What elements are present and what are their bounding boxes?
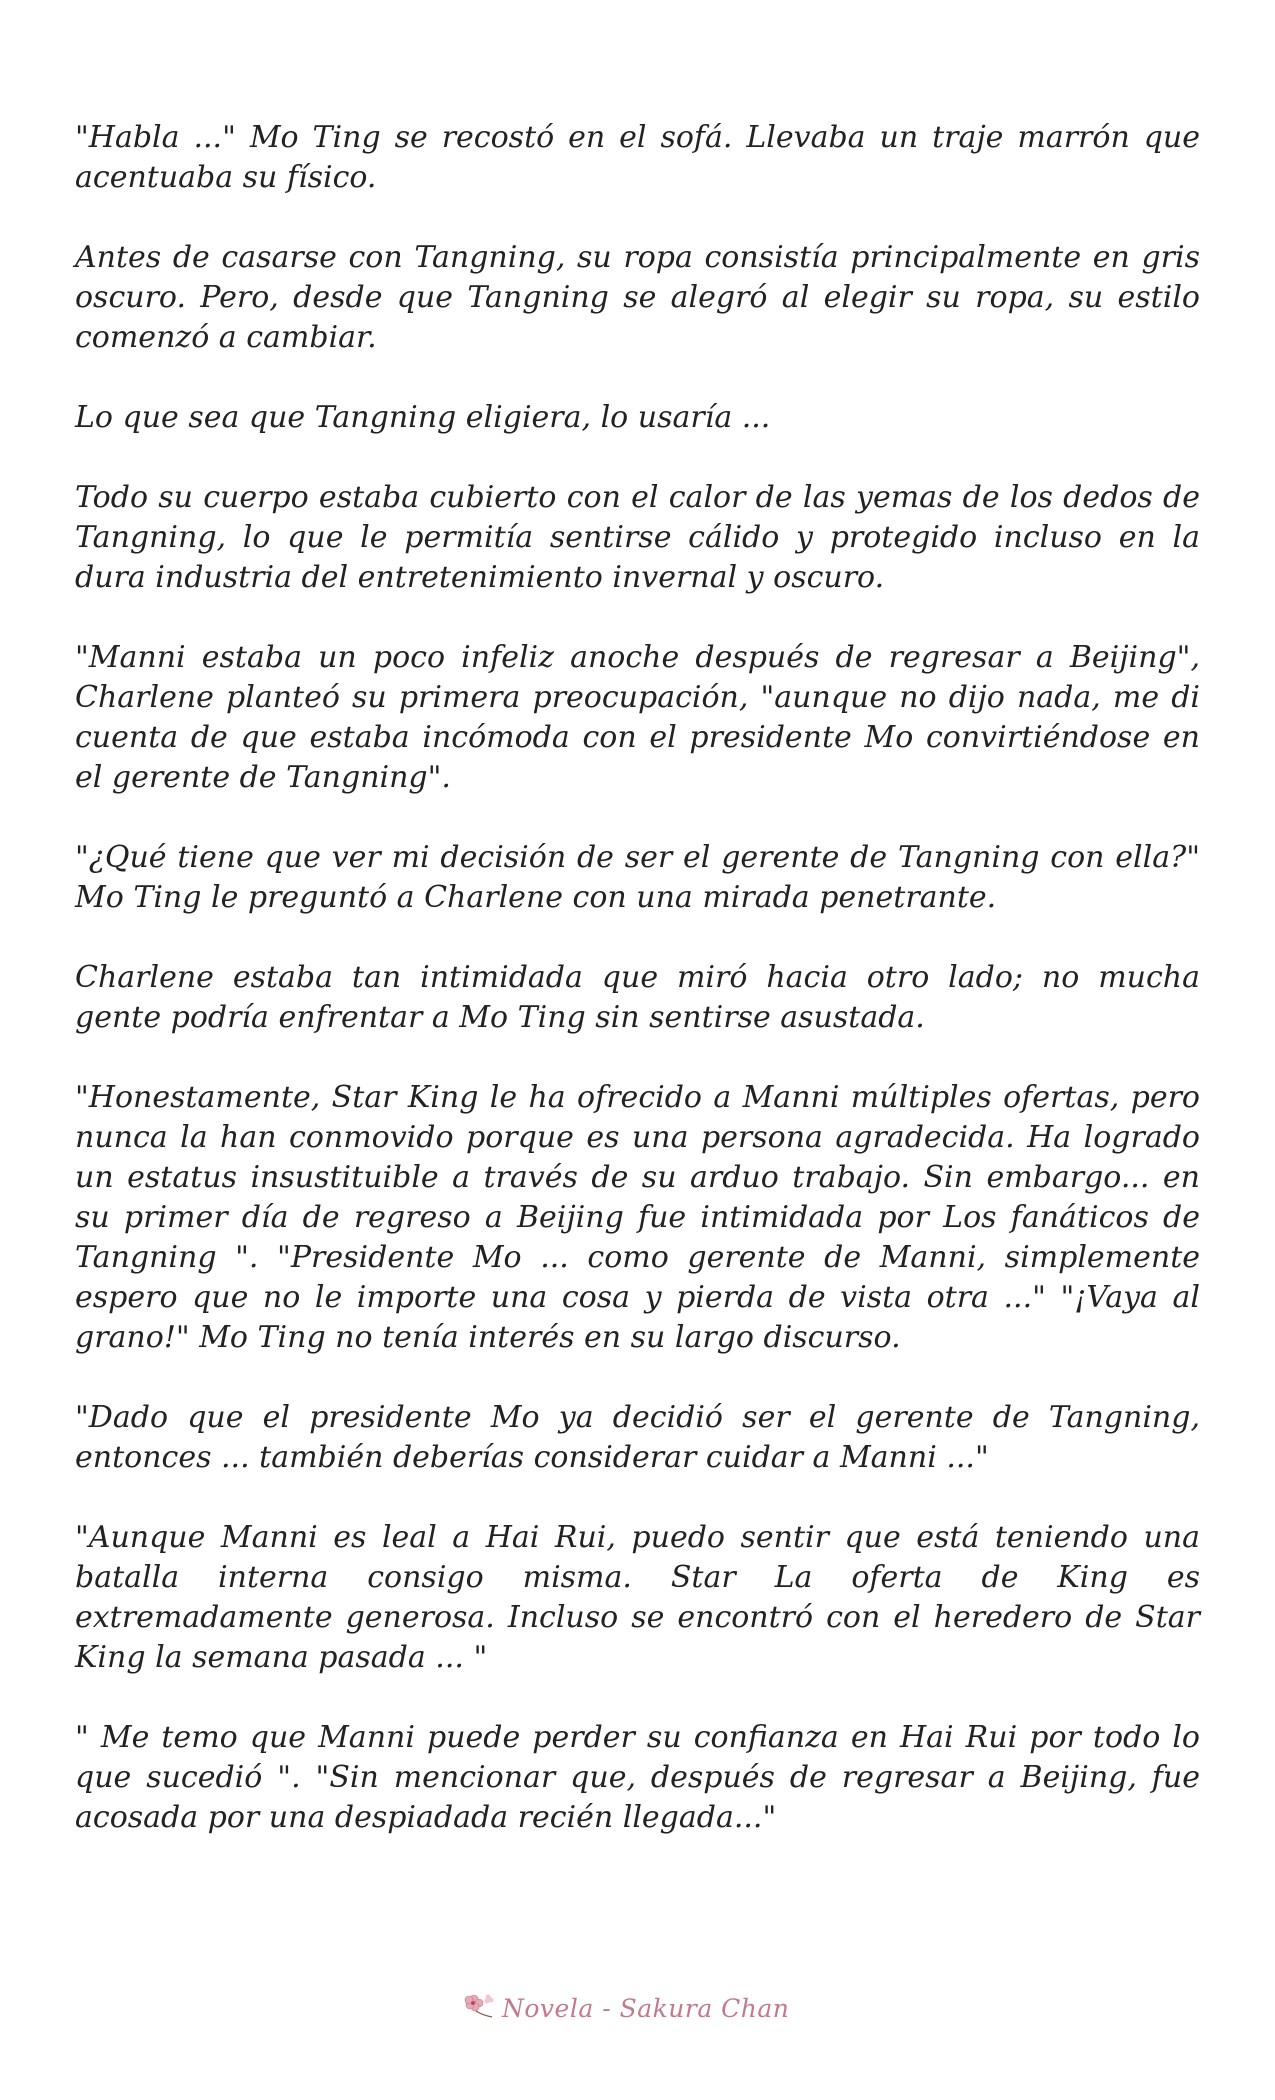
story-text	[75, 118, 1200, 1878]
paragraph-2: Antes de casarse con Tangning, su ropa consistía principalmente en gris oscuro. Pero, desde que Tangning se alegró al elegir su ropa, su estilo comenzó a cambiar.	[75, 240, 1200, 355]
paragraph-3: Lo que sea que Tangning eligiera, lo usaría ...	[75, 400, 771, 435]
footer-watermark	[462, 1990, 789, 2026]
paragraph-5: "Manni estaba un poco infeliz anoche después de regresar a Beijing", Charlene planteó su primera preocupación, "aunque no dijo nada, me di cuenta de que estaba incómoda con el presidente Mo convirtiéndose en el gerente de Tangning".	[75, 640, 1200, 795]
paragraph-1: "Habla ..." Mo Ting se recostó en el sofá. Llevaba un traje marrón que acentuaba su físico.	[75, 120, 1200, 195]
paragraph-10: "Aunque Manni es leal a Hai Rui, puedo sentir que está teniendo una batalla interna consigo misma. Star La oferta de King es extremadamente generosa. Incluso se encontró con el heredero de Star King la semana pasada ... "	[75, 1520, 1200, 1675]
paragraph-4: Todo su cuerpo estaba cubierto con el calor de las yemas de los dedos de Tangning, lo que le permitía sentirse cálido y protegido incluso en la dura industria del entretenimiento invernal y oscuro.	[75, 480, 1200, 595]
footer-brand-text: Novela - Sakura Chan	[502, 1993, 790, 2023]
sakura-flower-icon	[462, 1991, 496, 2026]
paragraph-11: " Me temo que Manni puede perder su confianza en Hai Rui por todo lo que sucedió ". "Sin mencionar que, después de regresar a Beijing, fue acosada por una despiadada recién llegada..."	[75, 1720, 1200, 1835]
paragraph-8: "Honestamente, Star King le ha ofrecido a Manni múltiples ofertas, pero nunca la han conmovido porque es una persona agradecida. Ha logrado un estatus insustituible a través de su arduo trabajo. Sin embargo... en su primer día de regreso a Beijing fue intimidada por Los fanáticos de Tangning ". "Presidente Mo ... como gerente de Manni, simplemente espero que no le importe una cosa y pierda de vista otra ..." "¡Vaya al grano!" Mo Ting no tenía interés en su largo discurso.	[75, 1080, 1200, 1355]
paragraph-6: "¿Qué tiene que ver mi decisión de ser el gerente de Tangning con ella?" Mo Ting le preguntó a Charlene con una mirada penetrante.	[75, 840, 1200, 915]
paragraph-9: "Dado que el presidente Mo ya decidió ser el gerente de Tangning, entonces ... también deberías considerar cuidar a Manni ..."	[75, 1400, 1200, 1475]
paragraph-7: Charlene estaba tan intimidada que miró hacia otro lado; no mucha gente podría enfrentar a Mo Ting sin sentirse asustada.	[75, 960, 1200, 1035]
